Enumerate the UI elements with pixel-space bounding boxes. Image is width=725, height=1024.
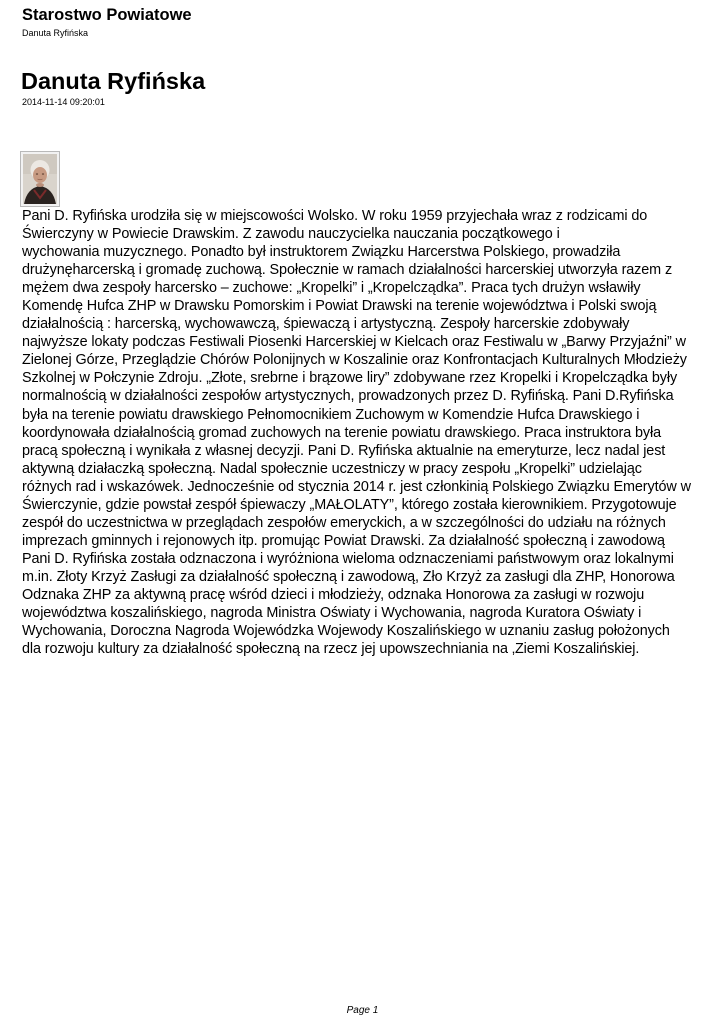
article-body: Pani D. Ryfińska urodziła się w miejscowości Wolsko. W roku 1959 przyjechała wraz z rodzicami do Świerczyny w Powiecie Drawskim. Z zawodu nauczycielka nauczania początkowego i wychowania muzycznego. Ponadto był instruktorem Związku Harcerstwa Polskiego, prowadziła drużynęharcerską i gromadę zuchową. Społecznie w ramach działalności harcerskiej utworzyła razem z mężem dwa zespoły harcersko – zuchowe: „Kropelki” i „Kropelcządka”. Praca tych drużyn wsławiły Komendę Hufca ZHP w Drawsku Pomorskim i Powiat Drawski na terenie województwa i Polski swoją działalnością : harcerską, wychowawczą, śpiewaczą i artystyczną. Zespoły harcerskie zdobywały najwyższe lokaty podczas Festiwali Piosenki Harcerskiej w Kielcach oraz Festiwalu w „Barwy Przyjaźni” w Zielonej Górze, Przeglądzie Chórów Polonijnych w Koszalinie oraz Konfrontacjach Kulturalnych Młodzieży Szkolnej w Połczynie Zdroju. „Złote, srebrne i brązowe liry” zdobywane rzez Kropelki i Kropelcządka były normalnością w działalności zespołów artystycznych, prowadzonych przez D. Ryfińską. Pani D.Ryfińska była na terenie powiatu drawskiego Pełnomocnikiem Zuchowym w Komendzie Hufca Drawskiego i koordynowała działalnością gromad zuchowych na terenie powiatu drawskiego. Praca instruktora była pracą społeczną i wynikała z własnej decyzji. Pani D. Ryfińska aktualnie na emeryturze, lecz nadal jest aktywną działaczką społeczną. Nadal społecznie uczestniczy w pracy zespołu „Kropelki” udzielając różnych rad i wskazówek. Jednocześnie od stycznia 2014 r. jest członkinią Polskiego Związku Emerytów w Świerczynie, gdzie powstał zespół śpiewaczy „MAŁOLATY”, którego została kierownikiem. Przygotowuje zespół do uczestnictwa w przeglądach zespołów emeryckich, a w szczególności do udziału na różnych imprezach gminnych i rejonowych itp. promując Powiat Drawski. Za działalność społeczną i zawodową Pani D. Ryfińska została odznaczona i wyróżniona wieloma odznaczeniami państwowym oraz lokalnymi m.in. Złoty Krzyż Zasługi za działalność społeczną i zawodową, Zło Krzyż za zasługi dla ZHP, Honorowa Odznaka ZHP za aktywną pracę wśród dzieci i młodzieży, odznaka Honorowa za zasługi w rozwoju województwa koszalińskiego, nagroda Ministra Oświaty i Wychowania, nagroda Kuratora Oświaty i Wychowania, Doroczna Nagroda Wojewódzka Wojewody Koszalińskiego w uznaniu zasług położonych dla rozwoju kultury za działalność społeczną na rzecz jej upowszechniania na ‚Ziemi Koszalińskiej. (22, 208, 691, 658)
portrait-image (23, 154, 57, 204)
site-subtitle: Danuta Ryfińska (22, 28, 89, 38)
page-number: Page 1 (346, 1005, 379, 1016)
site-title: Starostwo Powiatowe (22, 6, 192, 24)
article-title: Danuta Ryfińska (21, 68, 206, 94)
article-date: 2014-11-14 09:20:01 (22, 97, 105, 107)
portrait-photo (20, 151, 60, 207)
